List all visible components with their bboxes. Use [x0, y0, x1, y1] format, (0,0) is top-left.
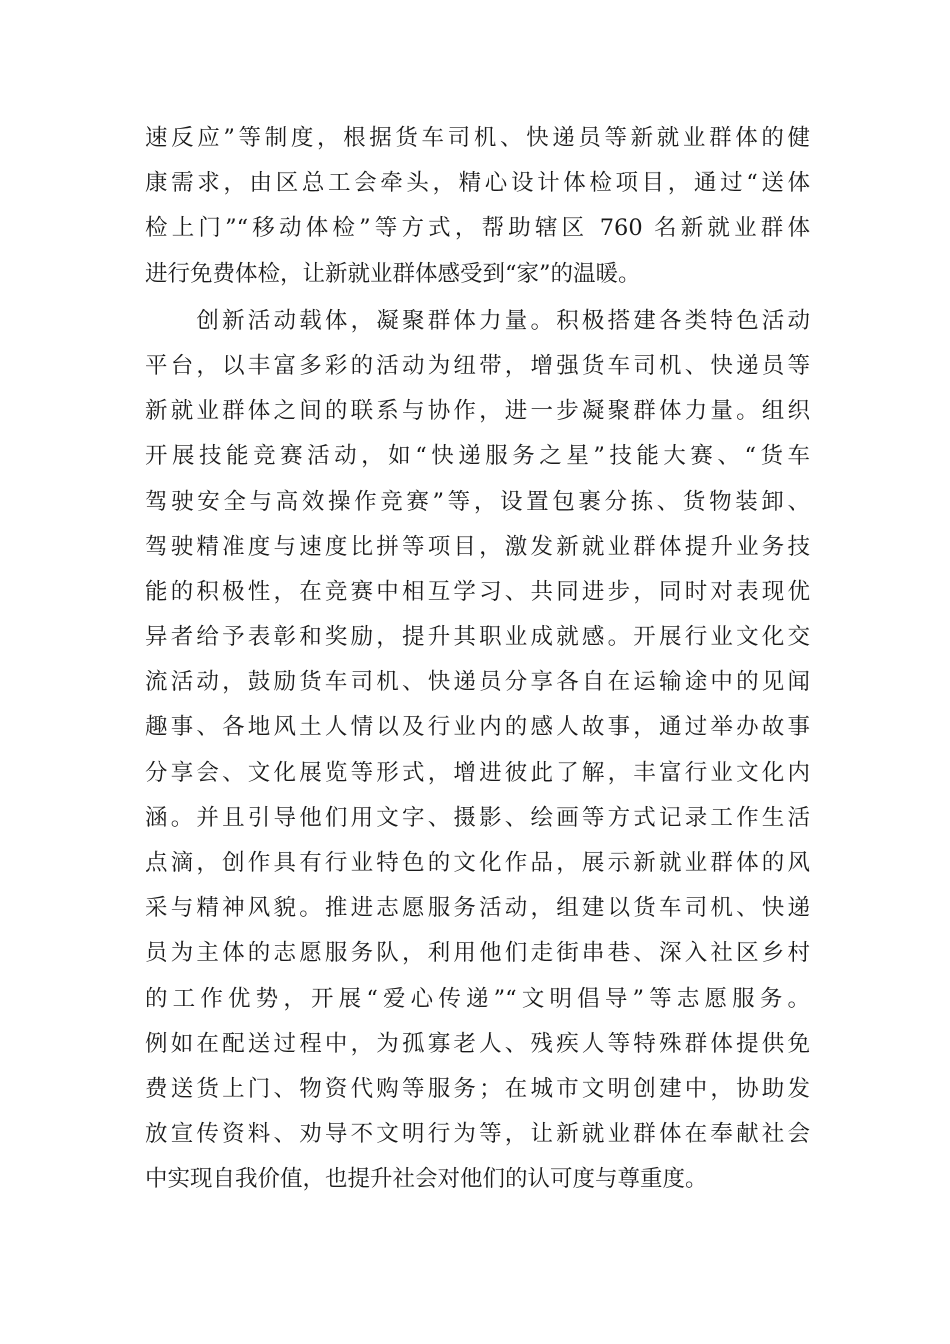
text-line: 点滴，创作具有行业特色的文化作品，展示新就业群体的风	[145, 850, 810, 876]
text-line: 创新活动载体，凝聚群体力量。积极搭建各类特色活动	[145, 307, 810, 334]
document-body	[145, 116, 810, 1203]
text-line: 例如在配送过程中，为孤寡老人、残疾人等特殊群体提供免	[145, 1030, 810, 1057]
text-line: 驾驶安全与高效操作竞赛”等，设置包裹分拣、货物装卸、	[145, 488, 810, 515]
paragraph-2	[145, 299, 810, 1203]
text-line: 检上门”“移动体检”等方式，帮助辖区 760 名新就业群体	[145, 215, 810, 242]
paragraph-1	[145, 116, 810, 297]
text-line: 新就业群体之间的联系与协作，进一步凝聚群体力量。组织	[145, 398, 810, 425]
text-line: 进行免费体检，让新就业群体感受到“家”的温暖。	[145, 260, 641, 287]
text-line: 能的积极性，在竞赛中相互学习、共同进步，同时对表现优	[145, 578, 810, 605]
text-line: 涵。并且引导他们用文字、摄影、绘画等方式记录工作生活	[145, 804, 810, 831]
text-line: 流活动，鼓励货车司机、快递员分享各自在运输途中的见闻	[145, 669, 810, 696]
text-line: 费送货上门、物资代购等服务；在城市文明创建中，协助发	[145, 1075, 810, 1102]
text-line: 放宣传资料、劝导不文明行为等，让新就业群体在奉献社会	[145, 1121, 810, 1148]
text-line: 驾驶精准度与速度比拼等项目，激发新就业群体提升业务技	[145, 533, 810, 560]
text-line: 开展技能竞赛活动，如“快递服务之星”技能大赛、“货车	[145, 443, 810, 470]
text-line: 中实现自我价值，也提升社会对他们的认可度与尊重度。	[145, 1166, 708, 1193]
text-line: 平台，以丰富多彩的活动为纽带，增强货车司机、快递员等	[145, 352, 810, 379]
text-line: 分享会、文化展览等形式，增进彼此了解，丰富行业文化内	[145, 759, 810, 786]
text-line: 康需求，由区总工会牵头，精心设计体检项目，通过“送体	[145, 170, 810, 197]
text-line: 采与精神风貌。推进志愿服务活动，组建以货车司机、快递	[145, 895, 810, 922]
text-line: 速反应”等制度，根据货车司机、快递员等新就业群体的健	[145, 125, 810, 151]
text-line: 趣事、各地风土人情以及行业内的感人故事，通过举办故事	[145, 714, 810, 741]
text-line: 的工作优势，开展“爱心传递”“文明倡导”等志愿服务。	[145, 985, 810, 1012]
text-line: 异者给予表彰和奖励，提升其职业成就感。开展行业文化交	[145, 624, 810, 651]
text-line: 员为主体的志愿服务队，利用他们走街串巷、深入社区乡村	[145, 940, 810, 967]
